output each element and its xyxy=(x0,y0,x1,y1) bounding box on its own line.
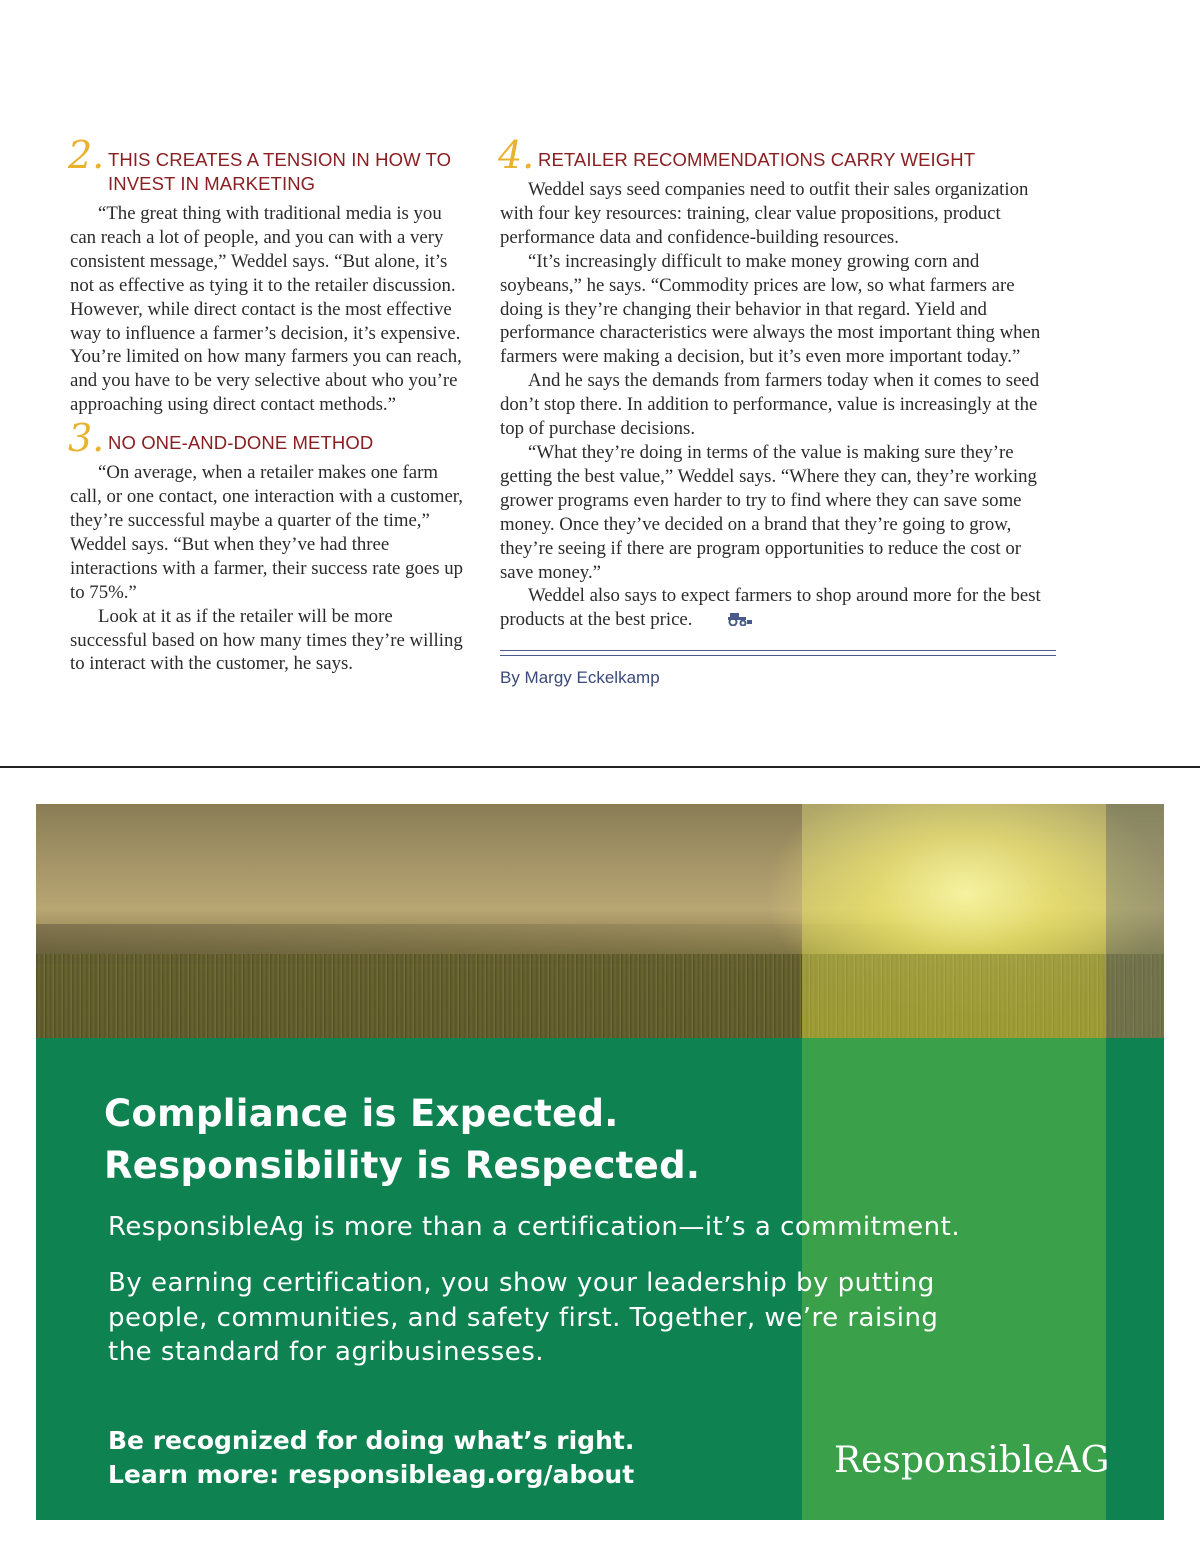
responsibleag-logo xyxy=(834,1440,1109,1482)
byline: By Margy Eckelkamp xyxy=(500,668,660,688)
paragraph: And he says the demands from farmers today when it comes to seed don’t stop there. In addition to performance, value is increasingly at the top of purchase decisions. xyxy=(500,370,1040,440)
section-title: THIS CREATES A TENSION IN HOW TO INVEST IN MARKETING xyxy=(108,149,452,194)
paragraph: Look at it as if the retailer will be more successful based on how many times they’re willing to interact with the customer, he says. xyxy=(70,605,463,675)
paragraph-text: Weddel also says to expect farmers to shop around more for the best products at the best price. xyxy=(500,585,1041,631)
ad-headline-line-2: Responsibility is Respected. xyxy=(104,1144,701,1187)
responsibleag-advertisement xyxy=(36,804,1164,1520)
paragraph: “The great thing with traditional media is you can reach a lot of people, and you can with a very consistent message,” Weddel says. “But alone, it’s not as effective as tying it to the retailer discussion. However, while direct contact is the most effective way to influence a farmer’s decision, it’s expensive. You’re limited on how many farmers you can reach, and you have to be very selective about who you’re approaching using direct contact methods.” xyxy=(70,203,462,416)
ad-subhead: ResponsibleAg is more than a certification—it’s a commitment. xyxy=(108,1212,961,1242)
ad-call-to-action xyxy=(108,1424,808,1492)
section-number: 2. xyxy=(68,133,105,177)
photo-light-band xyxy=(802,804,1106,1038)
section-title: RETAILER RECOMMENDATIONS CARRY WEIGHT xyxy=(538,149,976,170)
section-3-heading xyxy=(68,416,468,461)
paragraph: “On average, when a retailer makes one farm call, or one contact, one interaction with a customer, they’re successful maybe a quarter of the time,” Weddel says. “But when they’ve had three interactions with a farmer, their success rate goes up to 75%.” xyxy=(70,462,463,603)
ad-headline xyxy=(104,1088,1004,1192)
section-4-heading xyxy=(498,133,1056,177)
page-divider xyxy=(0,766,1200,768)
tractor-icon xyxy=(698,609,726,623)
paragraph: Weddel says seed companies need to outfit their sales organization with four key resources: training, clear value propositions, product performance data and confidence-building resources. xyxy=(500,179,1029,248)
ad-cta-line-1: Be recognized for doing what’s right. xyxy=(108,1426,635,1455)
paragraph: “It’s increasingly difficult to make money growing corn and soybeans,” he says. “Commodity prices are low, so what farmers are doing is they’re changing their behavior in that regard. Yield and performance characteristics were always the most important thing when farmers were making a decision, but it’s even more important today.” xyxy=(500,250,1041,368)
section-title: NO ONE-AND-DONE METHOD xyxy=(108,432,374,454)
section-2-heading xyxy=(68,133,468,196)
logo-text: ResponsibleAG xyxy=(834,1440,1110,1481)
paragraph-final xyxy=(500,584,1056,632)
ad-cta-link[interactable]: Learn more: responsibleag.org/about xyxy=(108,1460,635,1489)
photo-edge-band xyxy=(1106,804,1164,1038)
ad-headline-line-1: Compliance is Expected. xyxy=(104,1092,619,1135)
section-number: 4. xyxy=(498,133,535,177)
ad-body-text: By earning certification, you show your leadership by putting people, communities, and safety first. Together, we’re raising the standard for agribusinesses. xyxy=(108,1268,939,1367)
article-left-column xyxy=(68,133,468,676)
article-right-column xyxy=(498,133,1056,688)
byline-divider xyxy=(500,650,1056,656)
section-number: 3. xyxy=(68,416,105,461)
paragraph: “What they’re doing in terms of the value is making sure they’re getting the best value,” Weddel says. “Where they can, they’re working grower programs even harder to try to find where they can save some money. Once they’ve decided on a brand that they’re going to grow, they’re seeing if there are program opportunities to reduce the cost or save money.” xyxy=(500,441,1037,583)
